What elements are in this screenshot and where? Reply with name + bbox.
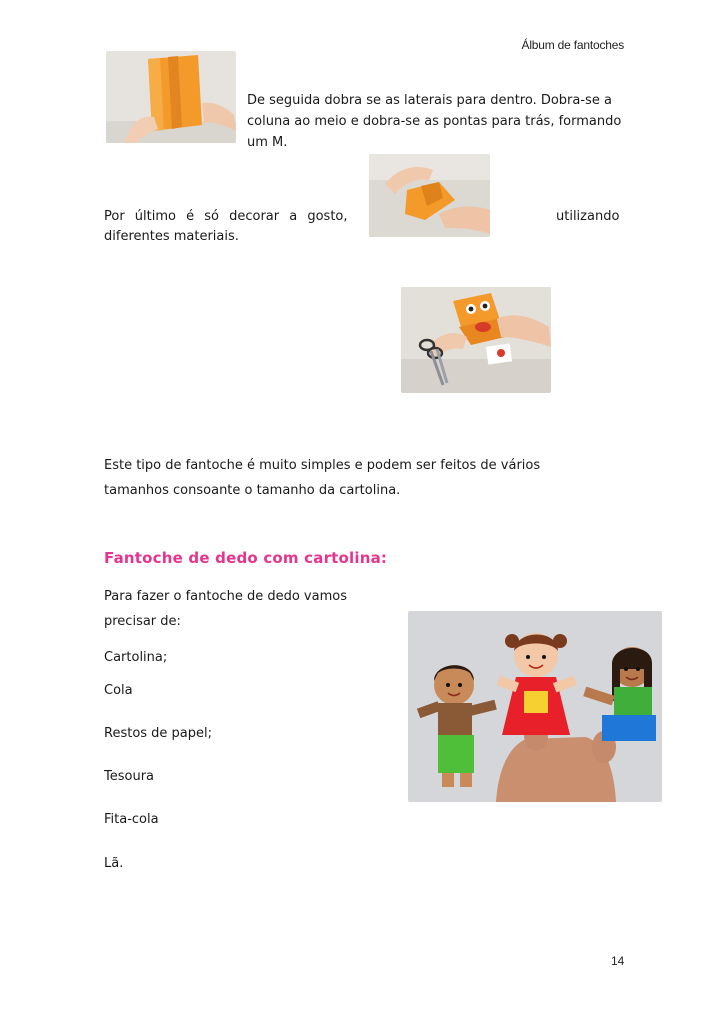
step-decorate-text-left: Por último é só decorar a gosto, (104, 209, 348, 224)
section-intro-line1: Para fazer o fantoche de dedo vamos (104, 589, 347, 604)
material-item: Fita-cola (104, 812, 159, 827)
section-intro-line2: precisar de: (104, 614, 181, 629)
step-decorate-text-cont: diferentes materiais. (104, 229, 239, 244)
running-header: Álbum de fantoches (521, 38, 624, 52)
photo-folded-m (369, 154, 490, 237)
photo-decorating-puppet (401, 287, 551, 393)
material-item: Cartolina; (104, 650, 168, 665)
material-item: Restos de papel; (104, 726, 213, 741)
step-decorate-text-right: utilizando (556, 209, 620, 224)
summary-text: Este tipo de fantoche é muito simples e podem ser feitos de vários tamanhos consoante o tamanho da cartolina. (104, 458, 541, 498)
step-fold-text: De seguida dobra se as laterais para dentro. Dobra-se a coluna ao meio e dobra-se as pontas para trás, formando um M. (247, 93, 622, 150)
material-item: Tesoura (104, 769, 155, 784)
photo-folding-paper (106, 51, 236, 143)
material-item: Lã. (104, 856, 124, 871)
section-title: Fantoche de dedo com cartolina: (104, 549, 388, 567)
material-item: Cola (104, 683, 133, 698)
photo-finger-puppets (408, 611, 662, 802)
page-number: 14 (611, 954, 625, 968)
